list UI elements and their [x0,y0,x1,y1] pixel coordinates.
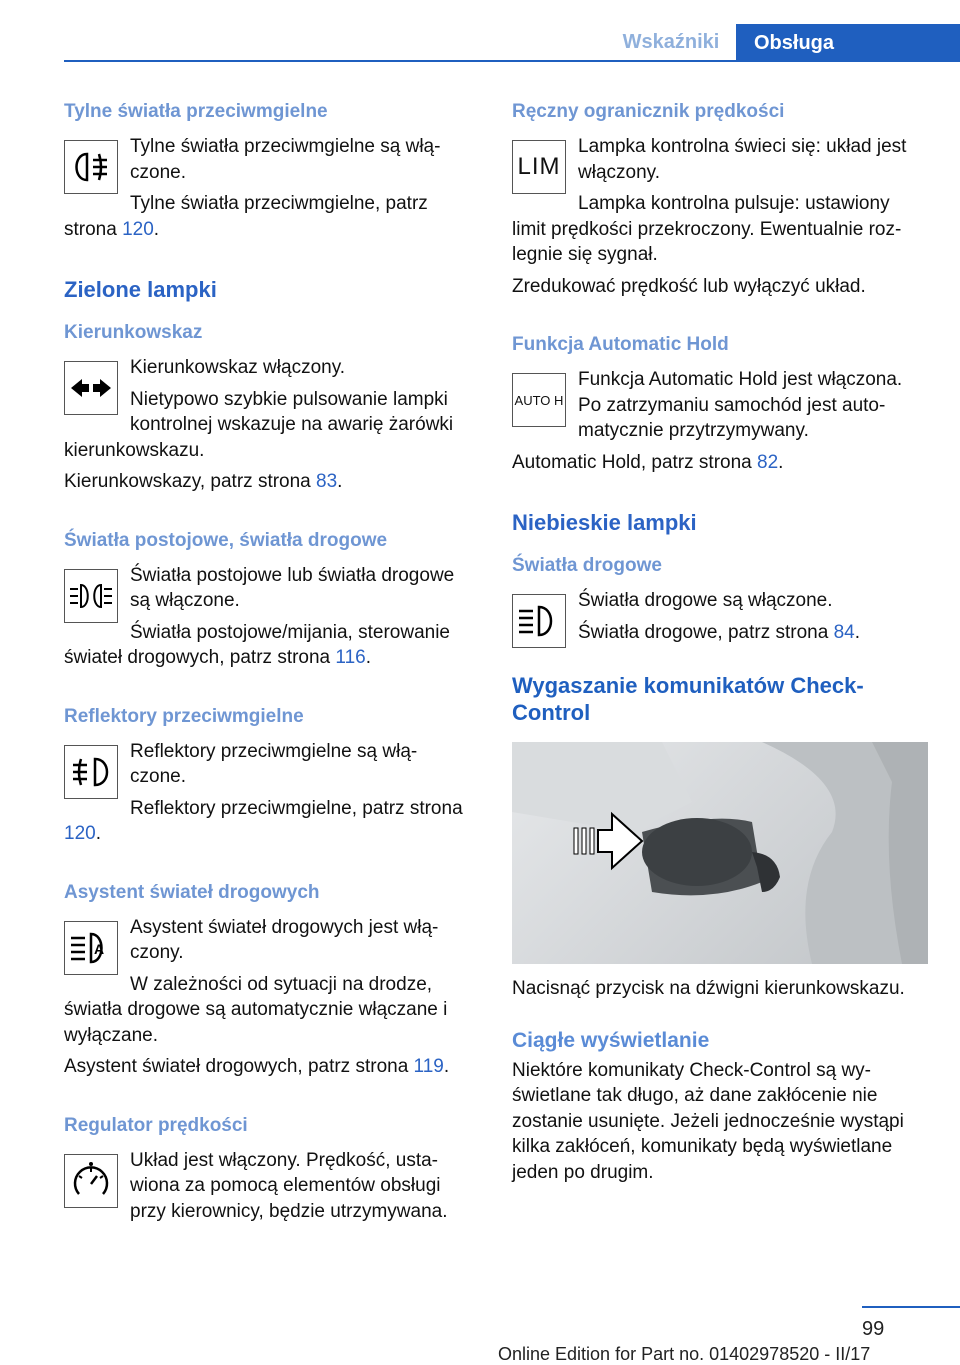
page-link[interactable]: 120 [64,823,96,844]
lim-item [512,134,924,299]
page-link[interactable]: 83 [316,471,338,492]
tab-wskazniki[interactable]: Wskaźniki [622,30,720,53]
left-column [64,100,476,1230]
heading-parking-lights: Światła postojowe, światła drogowe [64,529,388,551]
lim-text-1: Lampka kontrolna świeci się: układ jest włączony. [578,136,907,183]
front-fog-text-2: Reflektory przeciwmgielne, patrz strona 120. [64,797,463,844]
heading-continuous-display: Ciągłe wyświetlanie [512,1028,710,1052]
page-link[interactable]: 119 [413,1056,444,1077]
heading-green-lamps: Zielone lampki [64,277,217,302]
autohold-text-2: Automatic Hold, patrz strona 82. [512,451,784,473]
heading-high-beam: Światła drogowe [512,555,662,576]
heading-cruise-control: Regulator prędkości [64,1114,248,1136]
turn-item [64,355,476,495]
tab-obsluga[interactable]: Obsługa [736,24,960,62]
parking-light-icon [64,569,118,623]
high-beam-assistant-icon [64,921,118,975]
footer-rule [862,1306,960,1308]
auto-hold-icon: AUTO H [512,373,566,427]
parking-text-2: Światła postojowe/mijania, sterowanie świateł drogowych, patrz strona 116. [64,621,450,668]
high-text-2: Światła drogowe, patrz strona 84. [578,621,860,643]
heading-rear-fog: Tylne światła przeciwmgielne [64,101,328,122]
rear-fog-text-2: Tylne światła przeciwmgielne, patrz strona 120. [64,193,428,240]
cruise-item [64,1148,476,1225]
turn-text-3: Kierunkowskazy, patrz strona 83. [64,471,343,492]
front-fog-item [64,739,476,847]
footer-edition: Online Edition for Part no. 01402978520 - II/17 [498,1344,871,1364]
high-assist-item [64,915,476,1080]
speedometer-icon [64,1154,118,1208]
heading-speed-limiter: Ręczny ogranicznik prędkości [512,101,785,122]
turn-signal-icon [64,361,118,415]
autohold-text-1: Funkcja Automatic Hold jest włączona. Po zatrzymaniu samochód jest auto‐ matycznie przytrzymywany. [578,369,903,441]
high-assist-text-1: Asystent świateł drogowych jest włą‐ czony. [130,916,439,963]
high-item [512,588,924,645]
check-control-caption: Nacisnąć przycisk na dźwigni kierunkowskazu. [512,978,905,999]
lim-icon: LIM [512,140,566,194]
high-assist-text-2: W zależności od sytuacji na drodze, światła drogowe są automatycznie włączane i wyłączane. [64,973,448,1046]
heading-front-fog: Reflektory przeciwmgielne [64,705,304,727]
parking-item [64,563,476,671]
heading-high-beam-assistant: Asystent świateł drogowych [64,881,320,903]
autohold-item [512,367,924,475]
parking-text-1: Światła postojowe lub światła drogowe są włączone. [130,564,455,611]
page-number: 99 [862,1318,885,1340]
rear-fog-text-1: Tylne światła przeciwmgielne są włą‐ czone. [130,136,441,183]
heading-automatic-hold: Funkcja Automatic Hold [512,334,729,355]
right-column [512,100,924,1191]
front-fog-light-icon [64,745,118,799]
turn-signal-lever-photo [512,742,928,964]
page-link[interactable]: 116 [335,647,366,668]
high-beam-icon [512,594,566,648]
lim-text-2: Lampka kontrolna pulsuje: ustawiony limit prędkości przekroczony. Ewentualnie roz‐ legnie się sygnał. [512,193,902,265]
rear-fog-item [64,134,476,242]
heading-turn-signal: Kierunkowskaz [64,322,203,343]
lim-text-3: Zredukować prędkość lub wyłączyć układ. [512,275,866,297]
turn-text-1: Kierunkowskaz włączony. [130,357,346,378]
cruise-text-1: Układ jest włączony. Prędkość, usta‐ wiona za pomocą elementów obsługi przy kierownicy, będzie utrzymywana. [130,1149,448,1222]
svg-text:A: A [94,940,105,957]
page-link[interactable]: 120 [122,218,154,240]
heading-check-control: Wygaszanie komunikatów Check- Control [512,673,864,725]
page-link[interactable]: 84 [833,621,855,643]
heading-blue-lamps: Niebieskie lampki [512,510,697,535]
high-assist-text-3: Asystent świateł drogowych, patrz strona 119. [64,1056,450,1077]
high-text-1: Światła drogowe są włączone. [578,590,833,611]
rear-fog-light-icon [64,140,118,194]
page-link[interactable]: 82 [757,451,779,473]
front-fog-text-1: Reflektory przeciwmgielne są włą‐ czone. [130,740,418,787]
continuous-text: Niektóre komunikaty Check-Control są wy‐ świetlane tak długo, aż dane zakłócenie nie zostanie usunięte. Jeżeli jednocześnie wystąpi kilka zakłóceń, komunikaty będą wyświetlane jeden po drugim. [512,1059,904,1183]
turn-text-2: Nietypowo szybkie pulsowanie lampki kontrolnej wskazuje na awarię żarówki kierunkowskazu. [64,388,454,461]
